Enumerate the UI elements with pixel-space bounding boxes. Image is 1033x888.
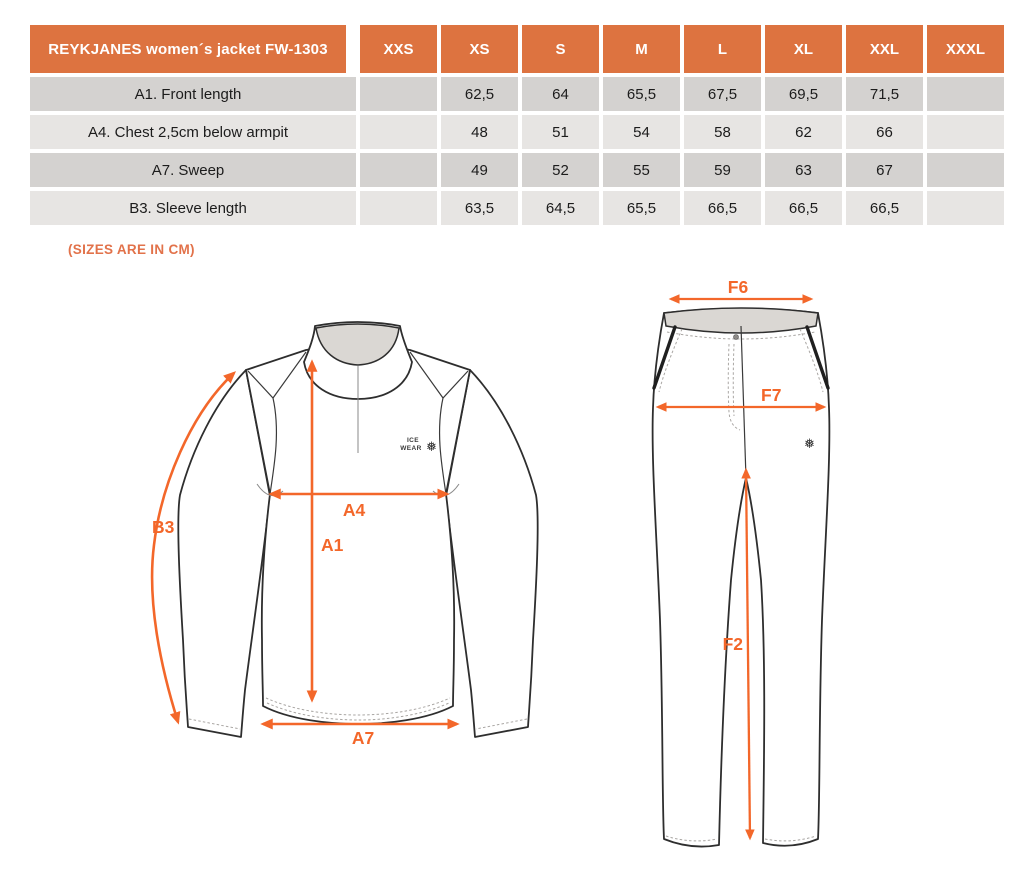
- label-a1: A1: [321, 535, 344, 555]
- cell-value: 66,5: [684, 191, 761, 225]
- cell-value: 65,5: [603, 77, 680, 111]
- cell-value: 64: [522, 77, 599, 111]
- cell-value: 67: [846, 153, 923, 187]
- table-row: [30, 77, 1004, 111]
- table-row: [30, 153, 1004, 187]
- cell-value: [360, 77, 437, 111]
- cell-value: 58: [684, 115, 761, 149]
- cell-value: [927, 77, 1004, 111]
- cell-value: 59: [684, 153, 761, 187]
- cell-value: 71,5: [846, 77, 923, 111]
- label-a4: A4: [342, 500, 366, 520]
- snowflake-icon: ❅: [804, 436, 815, 451]
- cell-value: 66,5: [846, 191, 923, 225]
- table-row: [30, 115, 1004, 149]
- size-header: XS: [441, 25, 518, 73]
- cell-value: 52: [522, 153, 599, 187]
- arrow-f2: [746, 470, 750, 838]
- label-b3: B3: [152, 517, 175, 537]
- cell-value: 64,5: [522, 191, 599, 225]
- cell-value: [927, 191, 1004, 225]
- product-title: REYKJANES women´s jacket FW-1303: [30, 25, 356, 73]
- pants-diagram: [630, 277, 900, 880]
- label-a7: A7: [351, 728, 375, 748]
- cell-value: [360, 191, 437, 225]
- table-header-row: [30, 25, 1004, 73]
- cell-value: [927, 153, 1004, 187]
- svg-text:ICE: ICE: [406, 437, 420, 444]
- cell-value: [360, 153, 437, 187]
- size-header: S: [522, 25, 599, 73]
- cell-value: 63: [765, 153, 842, 187]
- table-row: [30, 191, 1004, 225]
- size-header: XXL: [846, 25, 923, 73]
- cell-value: 69,5: [765, 77, 842, 111]
- size-header: XXXL: [927, 25, 1004, 73]
- cell-value: 55: [603, 153, 680, 187]
- row-label: A7. Sweep: [30, 153, 356, 187]
- cell-value: [360, 115, 437, 149]
- jacket-diagram: [130, 290, 550, 770]
- size-header: L: [684, 25, 761, 73]
- cell-value: 62,5: [441, 77, 518, 111]
- snowflake-icon: ❅: [426, 439, 437, 454]
- cell-value: 65,5: [603, 191, 680, 225]
- pants-drawing: [653, 308, 830, 847]
- label-f6: F6: [727, 277, 749, 297]
- row-label: A1. Front length: [30, 77, 356, 111]
- size-header: XL: [765, 25, 842, 73]
- size-header: XXS: [360, 25, 437, 73]
- cell-value: 66: [846, 115, 923, 149]
- waist-button: [734, 335, 739, 340]
- svg-text:WEAR: WEAR: [400, 445, 422, 452]
- cell-value: 62: [765, 115, 842, 149]
- size-table: [26, 21, 1008, 229]
- label-f7: F7: [761, 385, 782, 405]
- sizes-note: (SIZES ARE IN CM): [68, 242, 195, 257]
- cell-value: 49: [441, 153, 518, 187]
- size-header: M: [603, 25, 680, 73]
- row-label: B3. Sleeve length: [30, 191, 356, 225]
- cell-value: 63,5: [441, 191, 518, 225]
- row-label: A4. Chest 2,5cm below armpit: [30, 115, 356, 149]
- jacket-drawing: [178, 322, 537, 737]
- cell-value: 54: [603, 115, 680, 149]
- cell-value: 48: [441, 115, 518, 149]
- label-f2: F2: [722, 634, 743, 654]
- cell-value: 66,5: [765, 191, 842, 225]
- cell-value: 67,5: [684, 77, 761, 111]
- cell-value: 51: [522, 115, 599, 149]
- cell-value: [927, 115, 1004, 149]
